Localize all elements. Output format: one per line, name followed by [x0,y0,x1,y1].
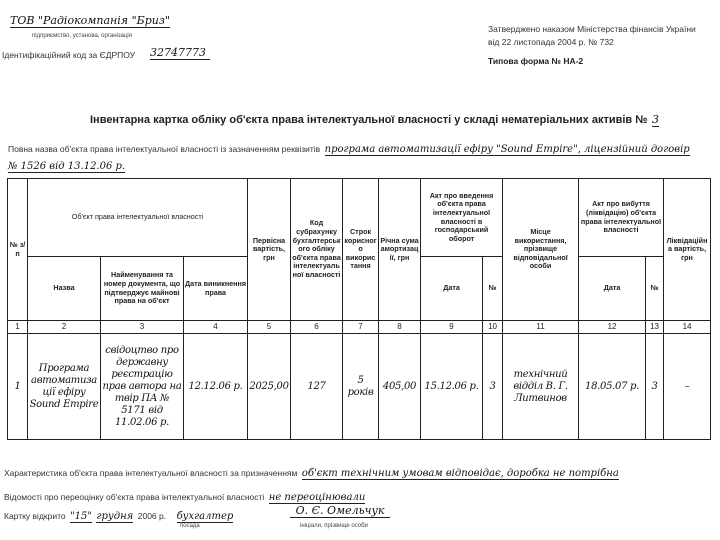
cell-intro-date: 15.12.06 р. [421,334,483,440]
opened-line [4,506,233,524]
header-liquidation-value: Ліквідаційна вартість, грн [664,179,711,321]
card-number: 3 [651,113,659,126]
approval-line-2: від 22 листопада 2004 р. № 732 [488,37,614,47]
cell-number: 1 [8,334,28,440]
header-intro-number: № [483,257,503,321]
full-name-label: Повна назва об'єкта права інтелектуальної власності із зазначенням реквізитів [8,144,321,154]
full-name-line [8,140,716,174]
cell-disposal-date: 18.05.07 р. [579,334,646,440]
header-disposal-act-group: Акт про вибуття (ліквідацію) об'єкта права інтелектуальної власності [579,179,664,257]
column-number: 11 [503,321,579,334]
header-initial-cost: Первісна вартість, грн [248,179,291,321]
header-intro-act-group: Акт про введення об'єкта права інтелектуальної власності в господарський оборот [421,179,503,257]
revaluation-label: Відомості про переоцінку об'єкта права інтелектуальної власності [4,492,265,502]
column-number: 5 [248,321,291,334]
opened-month: грудня [96,511,134,522]
header-disposal-date: Дата [579,257,646,321]
edrpou-value: 32747773 [150,46,210,60]
position-caption: посада [180,523,200,529]
column-number: 6 [291,321,343,334]
inventory-table [7,178,711,440]
full-name-value-2: № 1526 від 13.12.06 р. [8,161,126,172]
cell-initial-cost: 2025,00 [248,334,291,440]
name-caption: ініціали, прізвище особи [300,523,368,529]
position-value: бухгалтер [176,511,234,522]
header-number: № з/п [8,179,28,321]
column-number-row [8,321,711,334]
header-disposal-number: № [646,257,664,321]
cell-annual-amortization: 405,00 [379,334,421,440]
header-subaccount: Код субрахунку бухгалтерського обліку об'єкта права інтелектуальної власності [291,179,343,321]
column-number: 4 [184,321,248,334]
name-value: О. Є. Омельчук [290,504,390,518]
revaluation-line [4,487,716,505]
cell-disposal-number: 3 [646,334,664,440]
column-number: 3 [101,321,184,334]
full-name-value-1: програма автоматизації ефіру "Sound Empire", ліцензійний договір [324,144,690,155]
header-document: Найменування та номер документа, що підтверджує майнові права на об'єкт [101,257,184,321]
header-intro-date: Дата [421,257,483,321]
column-number: 2 [28,321,101,334]
column-number: 9 [421,321,483,334]
column-number: 1 [8,321,28,334]
column-number: 12 [579,321,646,334]
header-annual-amortization: Річна сума амортизації, грн [379,179,421,321]
opened-day: "15" [70,511,93,522]
opened-label: Картку відкрито [4,511,66,521]
approval-line-1: Затверджено наказом Міністерства фінансів України [488,24,696,34]
cell-liquidation-value: – [664,334,711,440]
cell-document: свідоцтво про державну реєстрацію прав автора на твір ПА № 5171 від 11.02.06 р. [101,334,184,440]
header-object-group: Об'єкт права інтелектуальної власності [28,179,248,257]
table-row [8,334,711,440]
organization-name: ТОВ "Радіокомпанія "Бриз" [10,14,170,27]
organization-caption: підприємство, установа, організація [32,33,132,39]
cell-place-of-use: технічний відділ В. Г. Литвинов [503,334,579,440]
cell-subaccount: 127 [291,334,343,440]
column-number: 13 [646,321,664,334]
header-place-of-use: Місце використання, прізвище відповідальної особи [503,179,579,321]
characteristic-line [4,463,716,481]
characteristic-label: Характеристика об'єкта права інтелектуальної власності за призначенням [4,468,298,478]
cell-right-date: 12.12.06 р. [184,334,248,440]
header-useful-life: Строк корисного використання [343,179,379,321]
cell-name: Програма автоматизації ефіру Sound Empire [28,334,101,440]
header-name: Назва [28,257,101,321]
opened-year: 2006 р. [137,511,167,521]
document-title [90,110,659,128]
column-number: 8 [379,321,421,334]
column-number: 10 [483,321,503,334]
column-number: 14 [664,321,711,334]
header-right-date: Дата виникнення права [184,257,248,321]
cell-intro-number: 3 [483,334,503,440]
cell-useful-life: 5 років [343,334,379,440]
characteristic-value: об'єкт технічним умовам відповідає, доробка не потрібна [301,468,619,479]
edrpou-label: Ідентифікаційний код за ЄДРПОУ [2,50,136,60]
form-label: Типова форма № НА-2 [488,56,584,66]
title-text: Інвентарна картка обліку об'єкта права інтелектуальної власності у складі нематеріальних активів № [90,114,648,126]
column-number: 7 [343,321,379,334]
revaluation-value: не переоцінювали [268,492,366,503]
